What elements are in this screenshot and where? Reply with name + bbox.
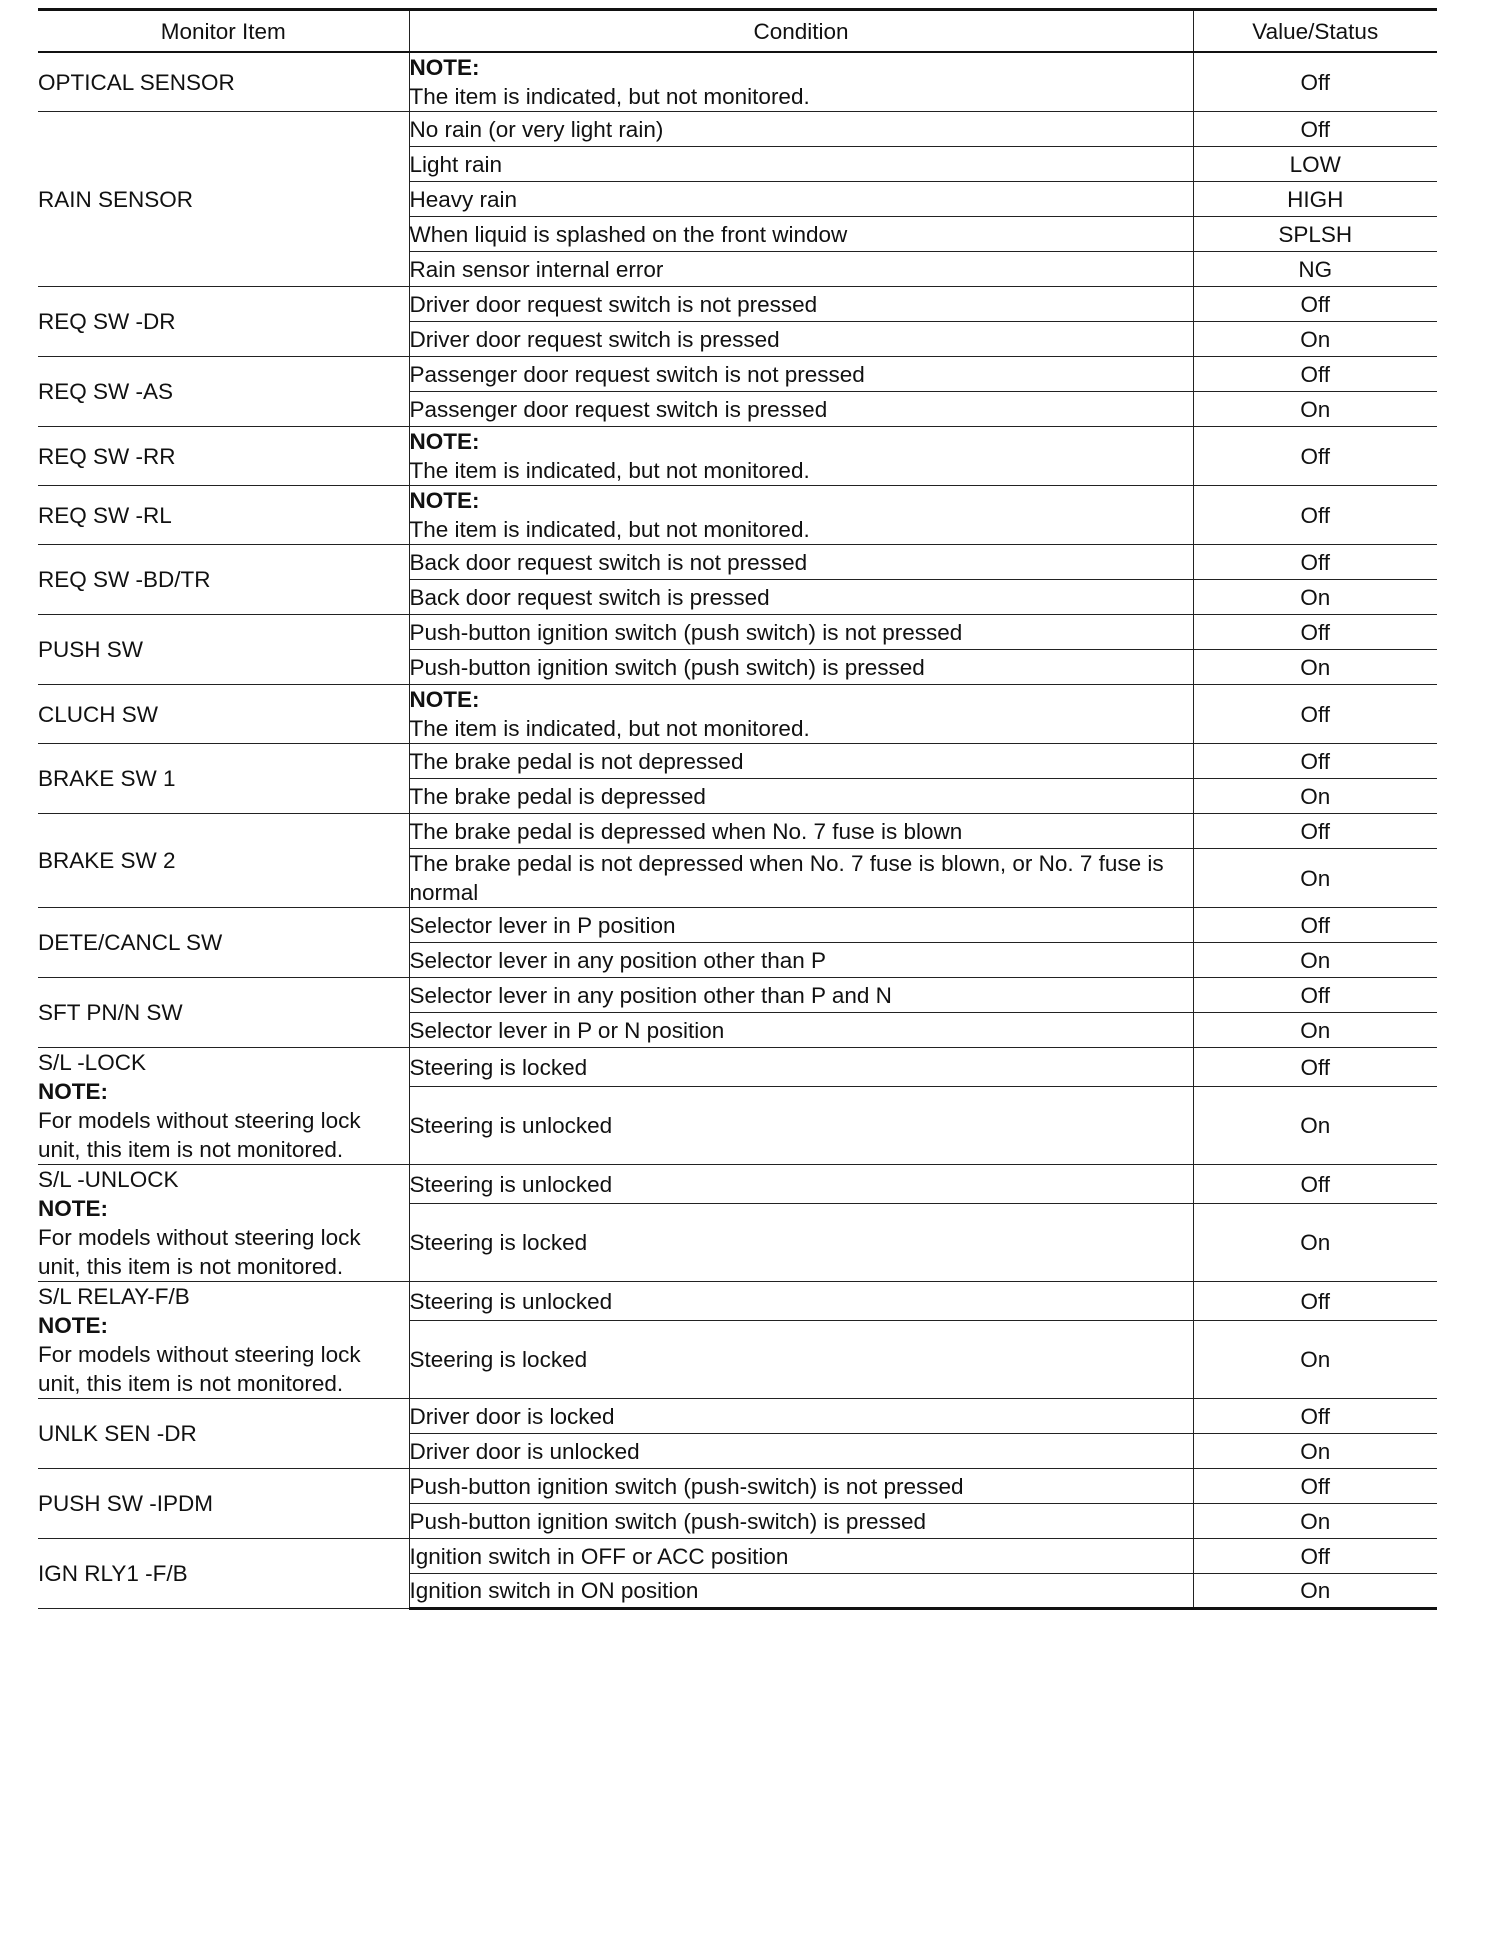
value-status-cell: Off (1193, 545, 1437, 580)
monitor-item-cell (38, 1048, 409, 1165)
monitor-item-cell (38, 685, 409, 744)
condition-cell: Passenger door request switch is not pressed (409, 357, 1193, 392)
condition-note-text: The item is indicated, but not monitored. (409, 716, 810, 741)
table-row (38, 427, 1437, 486)
monitor-item-cell (38, 615, 409, 685)
condition-cell: The brake pedal is depressed when No. 7 fuse is blown (409, 814, 1193, 849)
monitor-item-name: S/L -UNLOCK (38, 1167, 179, 1192)
table-row (38, 1539, 1437, 1574)
table-row (38, 744, 1437, 779)
table-row (38, 545, 1437, 580)
value-status-cell: Off (1193, 1399, 1437, 1434)
monitor-item-cell (38, 486, 409, 545)
value-status-cell: On (1193, 1574, 1437, 1609)
monitor-item-name: IGN RLY1 -F/B (38, 1561, 188, 1586)
value-status-cell: On (1193, 392, 1437, 427)
value-status-cell: Off (1193, 978, 1437, 1013)
monitor-item-cell (38, 744, 409, 814)
note-label: NOTE: (409, 429, 480, 454)
condition-cell: The brake pedal is not depressed (409, 744, 1193, 779)
value-status-cell: On (1193, 849, 1437, 908)
condition-cell: Driver door is unlocked (409, 1434, 1193, 1469)
table-header-row (38, 10, 1437, 53)
monitor-item-name: PUSH SW -IPDM (38, 1491, 214, 1516)
condition-cell: Push-button ignition switch (push switch) is not pressed (409, 615, 1193, 650)
note-label: NOTE: (38, 1196, 108, 1221)
condition-cell: Steering is unlocked (409, 1282, 1193, 1321)
monitor-item-name: CLUCH SW (38, 701, 159, 727)
condition-cell: Light rain (409, 147, 1193, 182)
table-row (38, 52, 1437, 112)
monitor-item-cell (38, 287, 409, 357)
note-text: For models without steering lock unit, this item is not monitored. (38, 1225, 361, 1279)
value-status-cell: Off (1193, 744, 1437, 779)
condition-note-text: The item is indicated, but not monitored. (409, 84, 810, 109)
condition-cell: Push-button ignition switch (push-switch) is not pressed (409, 1469, 1193, 1504)
value-status-cell: NG (1193, 252, 1437, 287)
value-status-cell: On (1193, 322, 1437, 357)
monitor-item-cell (38, 1282, 409, 1399)
table-row (38, 357, 1437, 392)
condition-cell: Selector lever in any position other than P (409, 943, 1193, 978)
value-status-cell: LOW (1193, 147, 1437, 182)
value-status-cell: Off (1193, 908, 1437, 943)
monitor-item-name: REQ SW -RR (38, 443, 176, 469)
table-row (38, 1282, 1437, 1321)
monitor-item-name: PUSH SW (38, 637, 144, 662)
value-status-cell: On (1193, 1321, 1437, 1399)
value-status-cell: On (1193, 1434, 1437, 1469)
condition-cell (409, 52, 1193, 112)
value-status-cell: Off (1193, 1165, 1437, 1204)
value-status-cell: Off (1193, 427, 1437, 486)
condition-cell: The brake pedal is depressed (409, 779, 1193, 814)
note-text: For models without steering lock unit, this item is not monitored. (38, 1108, 361, 1162)
monitor-item-cell (38, 978, 409, 1048)
header-monitor-item: Monitor Item (38, 10, 409, 53)
table-row (38, 1048, 1437, 1087)
monitor-item-cell (38, 814, 409, 908)
monitor-item-cell (38, 1469, 409, 1539)
condition-cell: Passenger door request switch is pressed (409, 392, 1193, 427)
condition-cell: Selector lever in any position other than P and N (409, 978, 1193, 1013)
table-row (38, 287, 1437, 322)
condition-cell (409, 685, 1193, 744)
value-status-cell: Off (1193, 1048, 1437, 1087)
header-condition: Condition (409, 10, 1193, 53)
table-row (38, 1399, 1437, 1434)
value-status-cell: Off (1193, 486, 1437, 545)
monitor-item-cell (38, 545, 409, 615)
value-status-cell: Off (1193, 287, 1437, 322)
table-row (38, 685, 1437, 744)
condition-cell: Heavy rain (409, 182, 1193, 217)
table-row (38, 908, 1437, 943)
condition-cell: Steering is locked (409, 1048, 1193, 1087)
condition-cell: Push-button ignition switch (push switch) is pressed (409, 650, 1193, 685)
condition-cell: Back door request switch is pressed (409, 580, 1193, 615)
value-status-cell: On (1193, 1204, 1437, 1282)
value-status-cell: HIGH (1193, 182, 1437, 217)
monitor-item-name: REQ SW -DR (38, 309, 176, 334)
value-status-cell: Off (1193, 357, 1437, 392)
note-label: NOTE: (409, 488, 480, 513)
monitor-item-cell (38, 427, 409, 486)
monitor-item-name: DETE/CANCL SW (38, 930, 223, 955)
value-status-cell: On (1193, 1013, 1437, 1048)
monitor-item-cell (38, 1539, 409, 1609)
condition-cell: Steering is unlocked (409, 1087, 1193, 1165)
value-status-cell: On (1193, 1087, 1437, 1165)
table-row (38, 112, 1437, 147)
note-label: NOTE: (38, 1079, 108, 1104)
value-status-cell: Off (1193, 615, 1437, 650)
monitor-item-name: REQ SW -BD/TR (38, 567, 211, 592)
condition-cell: Driver door request switch is not pressed (409, 287, 1193, 322)
value-status-cell: On (1193, 650, 1437, 685)
monitor-item-cell (38, 357, 409, 427)
monitor-item-name: REQ SW -RL (38, 502, 172, 528)
monitor-item-name: UNLK SEN -DR (38, 1421, 197, 1446)
table-row (38, 486, 1437, 545)
condition-cell: Steering is locked (409, 1321, 1193, 1399)
condition-cell: Driver door request switch is pressed (409, 322, 1193, 357)
monitor-item-name: RAIN SENSOR (38, 186, 194, 212)
condition-cell: Driver door is locked (409, 1399, 1193, 1434)
condition-cell: Selector lever in P position (409, 908, 1193, 943)
value-status-cell: Off (1193, 1539, 1437, 1574)
monitor-item-name: BRAKE SW 2 (38, 848, 176, 873)
table-row (38, 814, 1437, 849)
condition-cell: Steering is locked (409, 1204, 1193, 1282)
table-row (38, 615, 1437, 650)
table-row (38, 1469, 1437, 1504)
monitor-item-cell (38, 52, 409, 112)
monitor-item-name: REQ SW -AS (38, 379, 174, 404)
value-status-cell: SPLSH (1193, 217, 1437, 252)
condition-cell (409, 486, 1193, 545)
condition-cell: Ignition switch in OFF or ACC position (409, 1539, 1193, 1574)
note-label: NOTE: (38, 1313, 108, 1338)
condition-cell: The brake pedal is not depressed when No. 7 fuse is blown, or No. 7 fuse is normal (409, 849, 1193, 908)
monitor-item-cell (38, 908, 409, 978)
condition-cell: Back door request switch is not pressed (409, 545, 1193, 580)
value-status-cell: On (1193, 580, 1437, 615)
monitor-item-name: SFT PN/N SW (38, 1000, 183, 1025)
note-label: NOTE: (409, 687, 480, 712)
condition-cell: Steering is unlocked (409, 1165, 1193, 1204)
condition-cell: Selector lever in P or N position (409, 1013, 1193, 1048)
value-status-cell: On (1193, 779, 1437, 814)
header-value-status: Value/Status (1193, 10, 1437, 53)
table-body (38, 52, 1437, 1609)
condition-cell (409, 427, 1193, 486)
table-row (38, 1165, 1437, 1204)
monitor-table (38, 8, 1437, 1610)
monitor-item-cell (38, 112, 409, 287)
monitor-item-name: BRAKE SW 1 (38, 766, 176, 791)
monitor-item-name: S/L -LOCK (38, 1050, 146, 1075)
monitor-item-name: S/L RELAY-F/B (38, 1284, 190, 1309)
monitor-item-cell (38, 1165, 409, 1282)
value-status-cell: Off (1193, 814, 1437, 849)
note-label: NOTE: (409, 55, 480, 80)
monitor-item-cell (38, 1399, 409, 1469)
condition-cell: Ignition switch in ON position (409, 1574, 1193, 1609)
value-status-cell: Off (1193, 1469, 1437, 1504)
condition-cell: No rain (or very light rain) (409, 112, 1193, 147)
condition-note-text: The item is indicated, but not monitored. (409, 517, 810, 542)
condition-cell: When liquid is splashed on the front window (409, 217, 1193, 252)
note-text: For models without steering lock unit, this item is not monitored. (38, 1342, 361, 1396)
value-status-cell: Off (1193, 52, 1437, 112)
condition-cell: Rain sensor internal error (409, 252, 1193, 287)
condition-note-text: The item is indicated, but not monitored. (409, 458, 810, 483)
condition-cell: Push-button ignition switch (push-switch) is pressed (409, 1504, 1193, 1539)
value-status-cell: On (1193, 943, 1437, 978)
table-row (38, 978, 1437, 1013)
value-status-cell: Off (1193, 1282, 1437, 1321)
value-status-cell: On (1193, 1504, 1437, 1539)
value-status-cell: Off (1193, 685, 1437, 744)
monitor-item-name: OPTICAL SENSOR (38, 69, 235, 95)
value-status-cell: Off (1193, 112, 1437, 147)
